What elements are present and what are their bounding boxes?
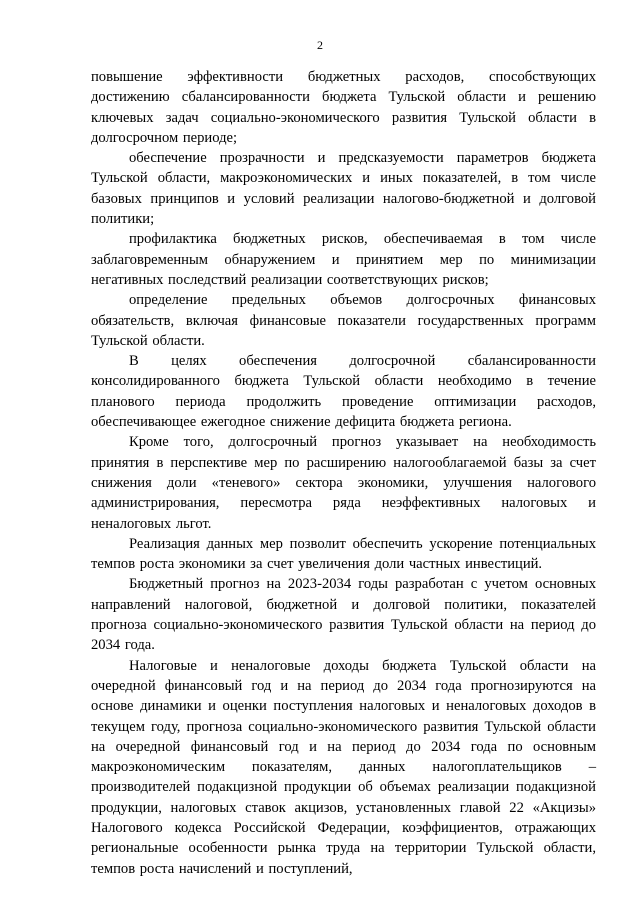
paragraph-4: определение предельных объемов долгосрочных финансовых обязательств, включая финансовые показатели государственных программ Тульской области. bbox=[91, 292, 596, 349]
document-body bbox=[91, 67, 596, 879]
paragraph-6: Кроме того, долгосрочный прогноз указывает на необходимость принятия в перспективе мер по расширению налогооблагаемой базы за счет снижения доли «теневого» сектора экономики, улучшения налогового администрирования, пересмотра ряда неэффективных налоговых и неналоговых льгот. bbox=[91, 434, 596, 532]
paragraph-9: Налоговые и неналоговые доходы бюджета Тульской области на очередной финансовый год и на период до 2034 года прогнозируются на основе динамики и оценки поступления налоговых и неналоговых доходов в текущем году, прогноза социально-экономического развития Тульской области на очередной финансовый год и на период до 2034 года по основным макроэкономическим показателям, данных налогоплательщиков – производителей подакцизной продукции об объемах реализации подакцизной продукции, налоговых ставок акцизов, установленных главой 22 «Акцизы» Налогового кодекса Российской Федерации, коэффициентов, отражающих региональные особенности рынка труда на территории Тульской области, темпов роста начислений и поступлений, bbox=[91, 657, 596, 877]
page-number: 2 bbox=[317, 38, 323, 52]
paragraph-2: обеспечение прозрачности и предсказуемости параметров бюджета Тульской области, макроэкономических и иных показателей, в том числе базовых принципов и условий реализации налогово-бюджетной и долговой политики; bbox=[91, 150, 596, 228]
paragraph-7: Реализация данных мер позволит обеспечить ускорение потенциальных темпов роста экономики за счет увеличения доли частных инвестиций. bbox=[91, 535, 596, 573]
paragraph-8: Бюджетный прогноз на 2023-2034 годы разработан с учетом основных направлений налоговой, бюджетной и долговой политики, показателей прогноза социально-экономического развития Тульской области на период до 2034 года. bbox=[91, 576, 596, 654]
paragraph-1: повышение эффективности бюджетных расходов, способствующих достижению сбалансированности бюджета Тульской области и решению ключевых задач социально-экономического развития Тульской области в долгосрочном периоде; bbox=[91, 69, 596, 146]
paragraph-5: В целях обеспечения долгосрочной сбалансированности консолидированного бюджета Тульской области необходимо в течение планового периода продолжить проведение оптимизации расходов, обеспечивающее ежегодное снижение дефицита бюджета региона. bbox=[91, 353, 596, 431]
paragraph-3: профилактика бюджетных рисков, обеспечиваемая в том числе заблаговременным обнаружением и принятием мер по минимизации негативных последствий реализации соответствующих рисков; bbox=[91, 231, 596, 288]
